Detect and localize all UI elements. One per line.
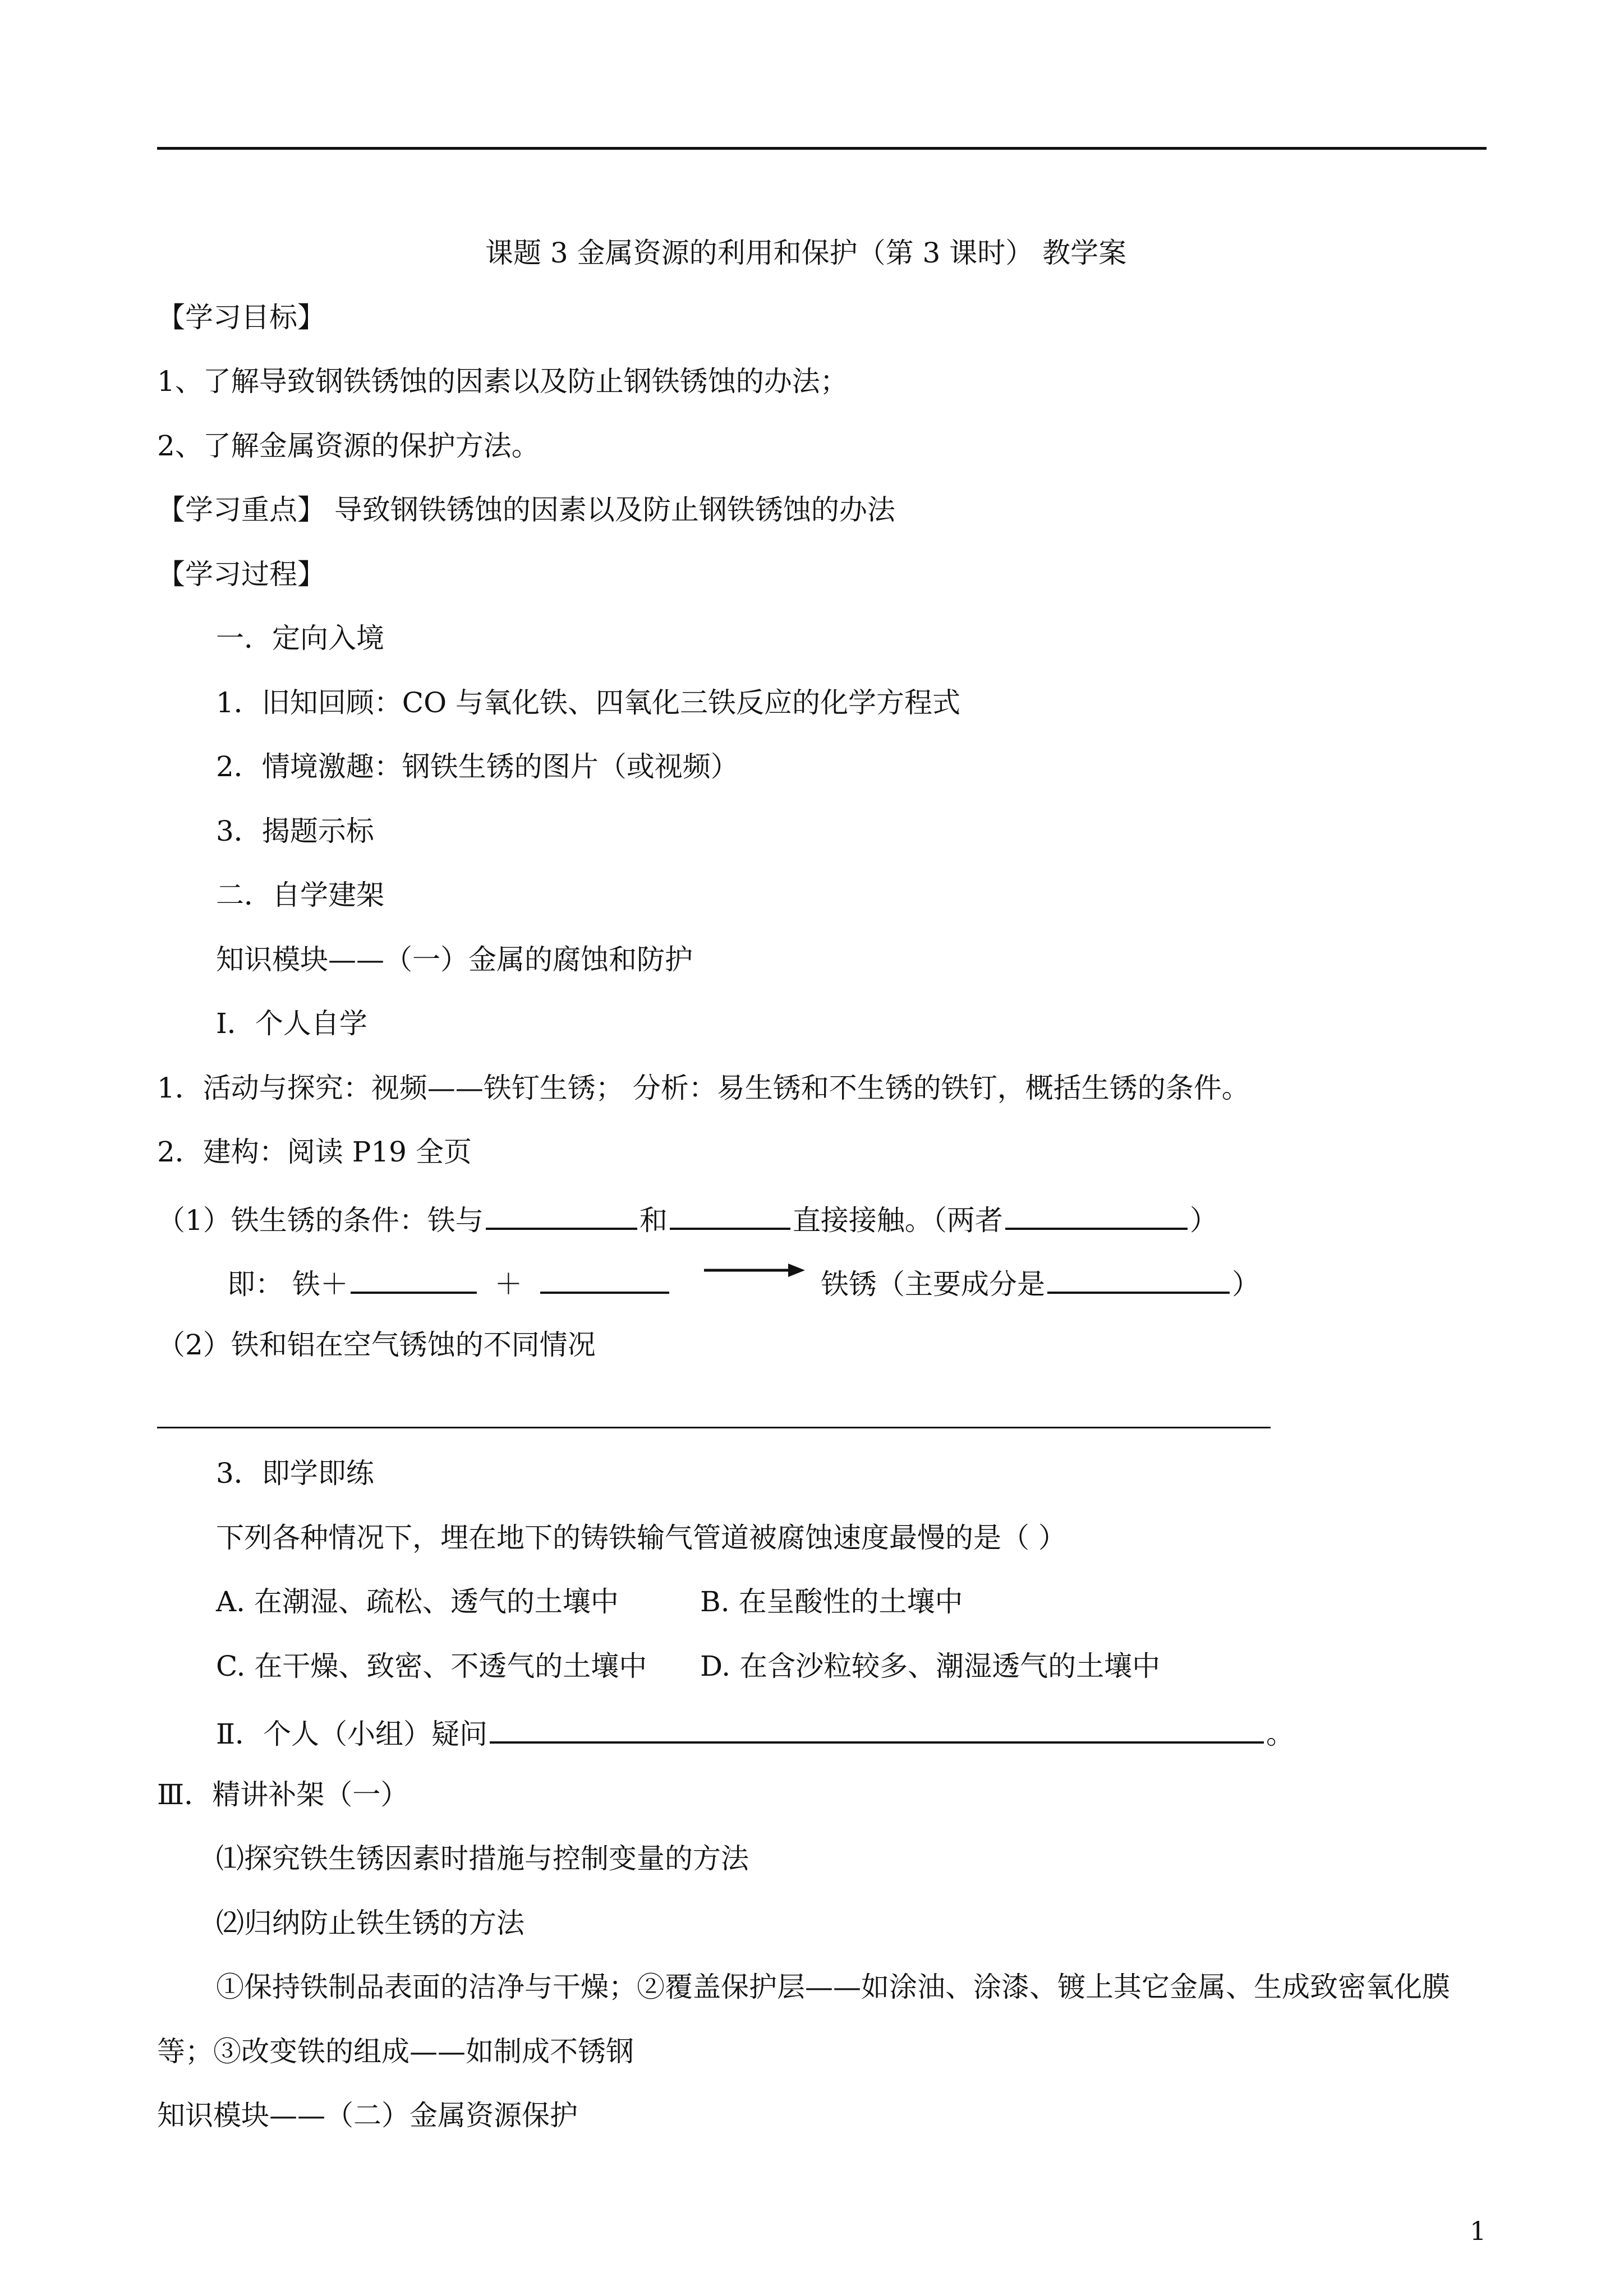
goal-2: 2、了解金属资源的保护方法。	[157, 430, 540, 462]
section-1-item-1: 1．旧知回顾：CO 与氧化铁、四氧化三铁反应的化学方程式	[216, 686, 960, 719]
section-1-item-2: 2．情境激趣：钢铁生锈的图片（或视频）	[216, 750, 739, 783]
page-number: 1	[1470, 2216, 1487, 2246]
question-label: Ⅱ．个人（小组）疑问	[216, 1718, 487, 1750]
lecture-item-3-cont: 等；③改变铁的组成——如制成不锈钢	[157, 2035, 634, 2068]
lecture-item-1: ⑴探究铁生锈因素时措施与控制变量的方法	[216, 1842, 749, 1875]
answer-blank[interactable]	[1005, 1200, 1188, 1230]
option-a: A. 在潮湿、疏松、透气的土壤中	[216, 1585, 619, 1618]
section-1-item-3: 3．揭题示标	[216, 815, 374, 847]
answer-blank[interactable]	[486, 1200, 637, 1230]
answer-blank[interactable]	[540, 1264, 669, 1294]
section-2-heading: 二．自学建架	[216, 879, 384, 911]
rust-conditions-line	[157, 1200, 1218, 1237]
rust-component-prefix: 铁锈（主要成分是	[821, 1268, 1045, 1301]
equation-prefix: 即： 铁＋	[227, 1268, 348, 1301]
lecture-item-3: ①保持铁制品表面的洁净与干燥；②覆盖保护层——如涂油、涂漆、镀上其它金属、生成致密氧化膜	[216, 1971, 1450, 2003]
practice-question: 下列各种情况下，埋在地下的铸铁输气管道被腐蚀速度最慢的是（ ）	[216, 1522, 1066, 1554]
goal-header: 【学习目标】	[157, 301, 325, 334]
question-end: 。	[1266, 1718, 1294, 1750]
page-title: 课题 3 金属资源的利用和保护（第 3 课时） 教学案	[485, 237, 1127, 269]
answer-blank[interactable]	[490, 1713, 1264, 1744]
equation-part-b	[821, 1264, 1260, 1301]
answer-blank[interactable]	[1047, 1264, 1230, 1294]
module-2-heading: 知识模块——（二）金属资源保护	[157, 2099, 578, 2132]
answer-blank[interactable]	[351, 1264, 477, 1294]
lecture-item-2: ⑵归纳防止铁生锈的方法	[216, 1907, 525, 1939]
answer-blank[interactable]	[670, 1200, 790, 1230]
option-b: B. 在呈酸性的土壤中	[700, 1585, 963, 1618]
equation-part-a	[227, 1264, 671, 1301]
module-1-heading: 知识模块——（一）金属的腐蚀和防护	[216, 943, 693, 976]
rust-component-close: ）	[1232, 1268, 1260, 1301]
rust-conditions-close: ）	[1189, 1204, 1218, 1237]
reaction-arrow-icon	[704, 1262, 805, 1279]
section-1-heading: 一．定向入境	[216, 622, 384, 654]
self-study-heading: Ⅰ．个人自学	[216, 1007, 367, 1040]
plus-sign: ＋	[494, 1268, 523, 1301]
option-d: D. 在含沙粒较多、潮湿透气的土壤中	[700, 1650, 1161, 1682]
activity-line: 1．活动与探究：视频——铁钉生锈； 分析：易生锈和不生锈的铁钉，概括生锈的条件。	[157, 1072, 1250, 1104]
rust-conditions-contact: 直接接触。（两者	[792, 1204, 1003, 1237]
answer-line[interactable]	[157, 1427, 1271, 1428]
build-line: 2．建构：阅读 P19 全页	[157, 1136, 472, 1168]
goal-1: 1、了解导致钢铁锈蚀的因素以及防止钢铁锈蚀的办法；	[157, 365, 848, 398]
focus-line: 【学习重点】 导致钢铁锈蚀的因素以及防止钢铁锈蚀的办法	[157, 494, 895, 526]
lecture-heading: Ⅲ．精讲补架（一）	[157, 1778, 409, 1811]
question-line	[216, 1713, 1294, 1751]
practice-heading: 3．即学即练	[216, 1457, 374, 1490]
rust-conditions-and: 和	[639, 1204, 668, 1237]
iron-aluminum-question: （2）铁和铝在空气锈蚀的不同情况	[157, 1329, 596, 1361]
option-c: C. 在干燥、致密、不透气的土壤中	[216, 1650, 647, 1682]
rust-conditions-prefix: （1）铁生锈的条件：铁与	[157, 1204, 484, 1237]
header-rule	[157, 147, 1487, 150]
process-header: 【学习过程】	[157, 558, 325, 591]
